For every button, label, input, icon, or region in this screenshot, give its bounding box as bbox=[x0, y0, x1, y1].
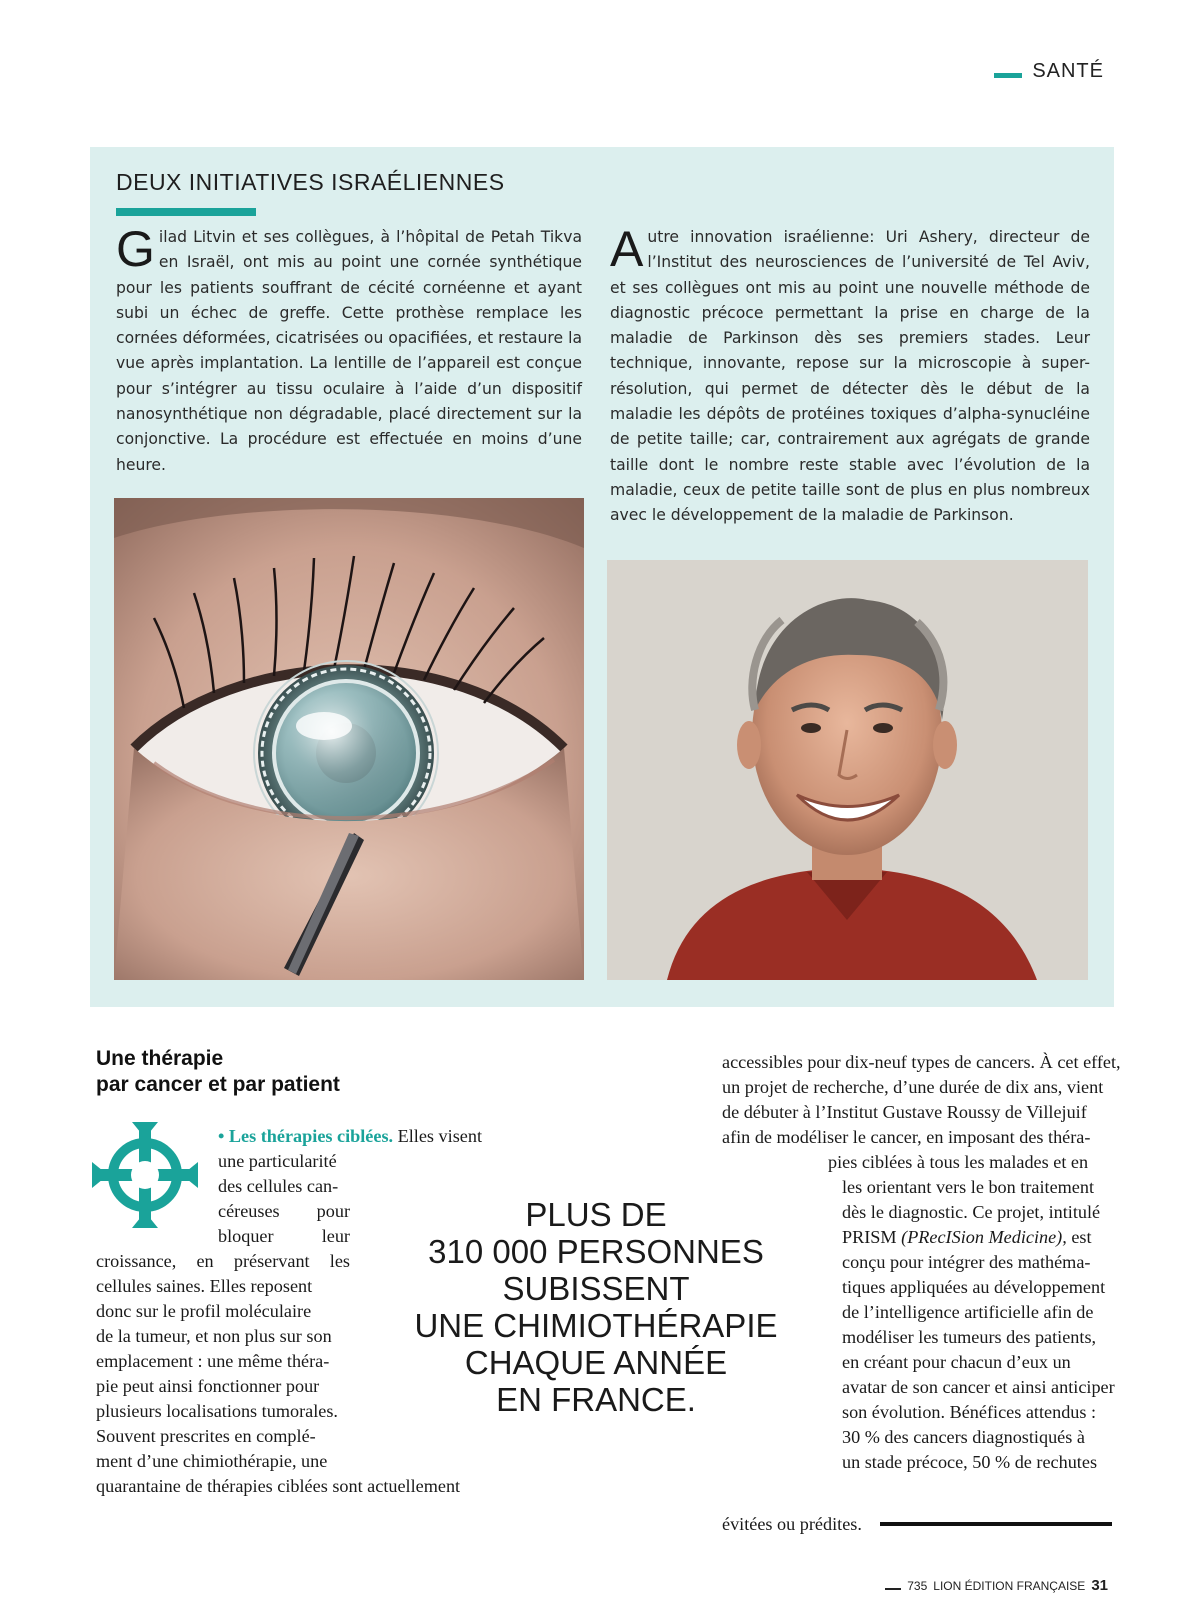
lead-label: • Les thérapies ciblées. bbox=[218, 1126, 394, 1146]
prism-italic: (PRecISion Medicine), bbox=[901, 1227, 1067, 1247]
page-number: 31 bbox=[1091, 1577, 1108, 1594]
body-line: avatar de son cancer et ainsi anticiper bbox=[842, 1377, 1115, 1397]
quote-line: 310 000 PERSONNES bbox=[428, 1233, 764, 1270]
subtitle-line: par cancer et par patient bbox=[96, 1073, 340, 1096]
eye-cornea-photo bbox=[114, 498, 584, 980]
quote-line: UNE CHIMIOTHÉRAPIE bbox=[414, 1307, 778, 1344]
box-title: DEUX INITIATIVES ISRAÉLIENNES bbox=[116, 169, 505, 195]
body-line: dès le diagnostic. Ce projet, intitulé bbox=[842, 1202, 1101, 1222]
box-column-right bbox=[610, 221, 1090, 529]
quote-line: EN FRANCE. bbox=[496, 1381, 696, 1418]
body-line: tiques appliquées au développement bbox=[842, 1277, 1106, 1297]
crosshair-icon bbox=[90, 1120, 200, 1230]
body-line: les orientant vers le bon traitement bbox=[842, 1177, 1095, 1197]
body-line: évitées ou prédites. bbox=[722, 1514, 862, 1534]
body-line: cellules saines. Elles reposent bbox=[96, 1276, 313, 1296]
body-line: ment d’une chimiothérapie, une bbox=[96, 1451, 328, 1471]
pull-quote bbox=[396, 1196, 796, 1418]
section-tag bbox=[994, 60, 1104, 83]
drop-cap: G bbox=[116, 221, 155, 277]
end-rule bbox=[880, 1522, 1112, 1526]
body-text: PRISM bbox=[842, 1227, 897, 1247]
portrait-photo bbox=[607, 560, 1088, 980]
subtitle-line: Une thérapie bbox=[96, 1047, 224, 1070]
body-line: conçu pour intégrer des mathéma- bbox=[842, 1252, 1091, 1272]
section-tag-bar bbox=[994, 73, 1022, 78]
body-line: céreuses pour bbox=[218, 1201, 350, 1221]
body-line: un stade précoce, 50 % de rechutes bbox=[842, 1452, 1098, 1472]
body-line: Souvent prescrites en complé- bbox=[96, 1426, 316, 1446]
box-column-right-text: utre innovation israélienne: Uri Ashery, directeur de l’Institut des neurosciences de l’université de Tel Aviv, et ses collègues ont mis au point une nouvelle méthode de diagnostic précoce permettant la prise en charge de la maladie de Parkinson dès ses premiers stades. Leur technique, innovante, repose sur la microscopie à super-résolution, qui permet de détecter dès le début de la maladie les dépôts de protéines toxiques d’alpha-synucléine de petite taille; car, contrairement aux agrégats de grande taille dont le nombre reste stable avec l’évolution de la maladie, ceux de petite taille sont de plus en plus nombreux avec le développement de la maladie de Parkinson. bbox=[610, 228, 1090, 525]
magazine-name: LION ÉDITION FRANÇAISE bbox=[933, 1578, 1086, 1593]
body-line: en créant pour chacun d’eux un bbox=[842, 1352, 1071, 1372]
body-line: son évolution. Bénéfices attendus : bbox=[842, 1402, 1097, 1422]
box-column-left bbox=[116, 221, 582, 478]
quote-line: SUBISSENT bbox=[502, 1270, 690, 1307]
body-line: croissance, en préservant les bbox=[96, 1251, 350, 1271]
body-line: quarantaine de thérapies ciblées sont actuellement bbox=[96, 1476, 461, 1496]
drop-cap: A bbox=[610, 221, 644, 277]
quote-line: CHAQUE ANNÉE bbox=[464, 1344, 728, 1381]
section-label: SANTÉ bbox=[1032, 60, 1104, 82]
box-title-bar bbox=[116, 208, 256, 216]
body-text: Elles visent bbox=[397, 1126, 482, 1146]
body-line: plusieurs localisations tumorales. bbox=[96, 1401, 338, 1421]
body-line: emplacement : une même théra- bbox=[96, 1351, 330, 1371]
box-column-left-text: ilad Litvin et ses collègues, à l’hôpital de Petah Tikva en Israël, ont mis au point une cornée synthétique pour les patients souffrant de cécité cornéenne et ayant subi un échec de greffe. Cette prothèse remplace les cornées déformées, cicatrisées ou opacifiées, et restaure la vue après implantation. La lentille de l’appareil est conçue pour s’intégrer au tissu oculaire à l’aide d’un dispositif nanosynthétique non dégradable, placé directement sur la conjonctive. La procédure est effectuée en moins d’une heure. bbox=[116, 228, 582, 474]
page-footer bbox=[885, 1577, 1108, 1594]
body-line: des cellules can- bbox=[218, 1176, 339, 1196]
body-line: de l’intelligence artificielle afin de bbox=[842, 1302, 1094, 1322]
body-line: 30 % des cancers diagnostiqués à bbox=[842, 1427, 1085, 1447]
body-line bbox=[218, 1124, 482, 1149]
body-line: accessibles pour dix-neuf types de cancers. À cet effet, bbox=[722, 1052, 1121, 1072]
body-line: pie peut ainsi fonctionner pour bbox=[96, 1376, 320, 1396]
body-line: de débuter à l’Institut Gustave Roussy de Villejuif bbox=[722, 1102, 1087, 1122]
body-line: bloquer leur bbox=[218, 1226, 350, 1246]
body-line: pies ciblées à tous les malades et en bbox=[828, 1152, 1089, 1172]
body-line bbox=[842, 1225, 1092, 1250]
body-line: une particularité bbox=[218, 1151, 337, 1171]
body-line: modéliser les tumeurs des patients, bbox=[842, 1327, 1097, 1347]
body-text: est bbox=[1071, 1227, 1092, 1247]
eye-illustration bbox=[114, 498, 584, 980]
body-line: afin de modéliser le cancer, en imposant des théra- bbox=[722, 1127, 1091, 1147]
article-subtitle bbox=[96, 1046, 340, 1098]
footer-bar bbox=[885, 1588, 901, 1590]
portrait-illustration bbox=[607, 560, 1088, 980]
issue-number: 735 bbox=[907, 1578, 928, 1593]
body-line: un projet de recherche, d’une durée de dix ans, vient bbox=[722, 1077, 1104, 1097]
body-line: de la tumeur, et non plus sur son bbox=[96, 1326, 332, 1346]
quote-line: PLUS DE bbox=[525, 1196, 667, 1233]
body-line: donc sur le profil moléculaire bbox=[96, 1301, 312, 1321]
